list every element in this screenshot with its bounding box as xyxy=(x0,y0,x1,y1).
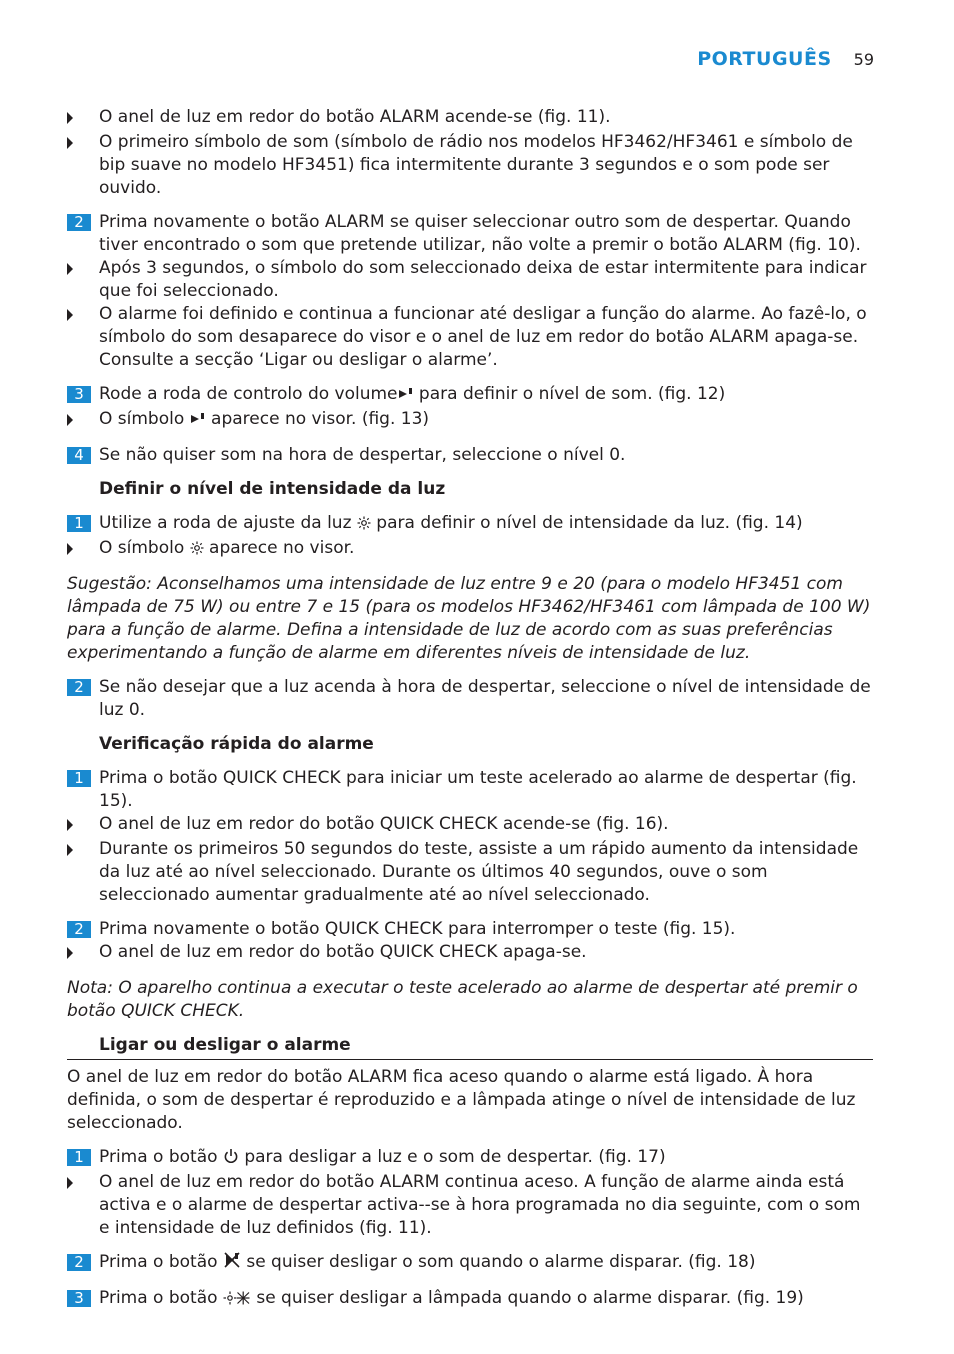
text-run: O símbolo xyxy=(99,538,190,558)
step-number: 2 xyxy=(67,921,91,938)
sun-icon xyxy=(190,539,204,562)
step-item xyxy=(67,444,873,467)
text-run: O anel de luz em redor do botão ALARM continua aceso. A função de alarme ainda está activa e o alarme de despertar activa--se à hora programada no dia seguinte, com o som e intensidade de luz definidos (fig. 11). xyxy=(99,1172,861,1238)
text-run: para definir o nível de som. (fig. 12) xyxy=(413,384,726,404)
bullet-arrow-icon xyxy=(67,543,73,555)
marker xyxy=(67,106,99,131)
marker xyxy=(67,444,99,467)
power-icon xyxy=(223,1148,239,1171)
item-text xyxy=(99,767,873,813)
text-run: Prima o botão QUICK CHECK para iniciar um teste acelerado ao alarme de despertar (fig. 15). xyxy=(99,768,857,811)
spacer xyxy=(67,372,873,383)
text-run: O anel de luz em redor do botão QUICK CHECK acende-se (fig. 16). xyxy=(99,814,669,834)
marker xyxy=(67,1287,99,1310)
spacer xyxy=(67,907,873,918)
bullet-arrow-icon xyxy=(67,1177,73,1189)
spacer xyxy=(67,1135,873,1146)
item-text xyxy=(99,383,873,408)
item-text xyxy=(99,813,873,836)
item-text xyxy=(99,131,873,200)
text-run: Após 3 segundos, o símbolo do som seleccionado deixa de estar intermitente para indicar que foi seleccionado. xyxy=(99,258,867,301)
item-text xyxy=(99,537,873,562)
marker xyxy=(67,131,99,156)
bullet-arrow-icon xyxy=(67,137,73,149)
bullet-item xyxy=(67,257,873,303)
marker xyxy=(67,767,99,790)
bullet-item xyxy=(67,106,873,131)
item-text xyxy=(99,303,873,372)
step-item xyxy=(67,211,873,257)
text-run: O primeiro símbolo de som (símbolo de rádio nos modelos HF3462/HF3461 e símbolo de bip suave no modelo HF3451) fica intermitente durante 3 segundos e o som pode ser ouvido. xyxy=(99,132,853,198)
item-text xyxy=(99,941,873,964)
step-item xyxy=(67,1287,873,1312)
step-number: 1 xyxy=(67,1149,91,1166)
marker xyxy=(67,676,99,699)
text-run: O alarme foi definido e continua a funcionar até desligar a função do alarme. Ao fazê-lo, o símbolo do som desaparece do visor e o anel de luz em redor do botão ALARM apaga-se. Consulte a secção ‘Ligar ou desligar o alarme’. xyxy=(99,304,867,370)
text-run: se quiser desligar o som quando o alarme disparar. (fig. 18) xyxy=(240,1252,756,1272)
text-run: O símbolo xyxy=(99,409,190,429)
bullet-arrow-icon xyxy=(67,309,73,321)
bullet-item xyxy=(67,941,873,966)
spacer xyxy=(67,467,873,478)
bullet-arrow-icon xyxy=(67,947,73,959)
spacer xyxy=(67,722,873,733)
item-text xyxy=(99,512,873,537)
bullet-arrow-icon xyxy=(67,844,73,856)
marker xyxy=(67,1146,99,1169)
marker xyxy=(67,257,99,282)
item-text xyxy=(99,918,873,941)
text-run: para desligar a luz e o som de despertar. (fig. 17) xyxy=(238,1147,666,1167)
note-paragraph: Sugestão: Aconselhamos uma intensidade de luz entre 9 e 20 (para o modelo HF3451 com lâmpada de 75 W) ou entre 7 e 15 (para os modelos HF3462/HF3461 com lâmpada de 100 W) para a função de alarme. Defina a intensidade de luz de acordo com as suas preferências experimentando a função de alarme em diferentes níveis de intensidade de luz. xyxy=(67,574,871,663)
instructions-body xyxy=(67,106,873,1312)
marker xyxy=(67,383,99,406)
text-run: O anel de luz em redor do botão QUICK CHECK apaga-se. xyxy=(99,942,587,962)
marker xyxy=(67,838,99,863)
step-item xyxy=(67,767,873,813)
text-run: se quiser desligar a lâmpada quando o alarme disparar. (fig. 19) xyxy=(250,1288,804,1308)
text-run: para definir o nível de intensidade da luz. (fig. 14) xyxy=(370,513,803,533)
section-heading: Ligar ou desligar o alarme xyxy=(67,1034,873,1060)
step-number: 3 xyxy=(67,386,91,403)
volume-icon xyxy=(190,410,206,433)
spacer xyxy=(67,200,873,211)
spacer xyxy=(67,1276,873,1287)
paragraph: O anel de luz em redor do botão ALARM fica aceso quando o alarme está ligado. À hora definida, o som de despertar é reproduzido e a lâmpada atinge o nível de intensidade de luz seleccionado. xyxy=(67,1067,856,1133)
language-label: PORTUGUÊS xyxy=(697,48,832,70)
spacer xyxy=(67,501,873,512)
volume-icon xyxy=(398,385,414,408)
step-number: 2 xyxy=(67,679,91,696)
marker xyxy=(67,918,99,941)
bullet-item xyxy=(67,131,873,200)
marker xyxy=(67,537,99,562)
page-number: 59 xyxy=(853,50,874,69)
marker xyxy=(67,512,99,535)
spacer xyxy=(67,756,873,767)
item-text xyxy=(99,444,873,467)
marker xyxy=(67,408,99,433)
item-text xyxy=(99,257,873,303)
text-run: O anel de luz em redor do botão ALARM acende-se (fig. 11). xyxy=(99,107,611,127)
step-number: 1 xyxy=(67,770,91,787)
text-run: Prima o botão xyxy=(99,1252,223,1272)
step-item xyxy=(67,512,873,537)
item-text xyxy=(99,838,873,907)
text-run: Prima novamente o botão QUICK CHECK para interromper o teste (fig. 15). xyxy=(99,919,736,939)
step-item xyxy=(67,1251,873,1276)
step-number: 2 xyxy=(67,214,91,231)
step-number: 1 xyxy=(67,515,91,532)
spacer xyxy=(67,665,873,676)
step-item xyxy=(67,1146,873,1171)
section-heading: Verificação rápida do alarme xyxy=(99,734,374,754)
bullet-item xyxy=(67,1171,873,1240)
bullet-item xyxy=(67,537,873,562)
section-heading: Definir o nível de intensidade da luz xyxy=(99,479,446,499)
marker xyxy=(67,1171,99,1196)
text-run: Prima novamente o botão ALARM se quiser seleccionar outro som de despertar. Quando tiver encontrado o som que pretende utilizar, não volte a premir o botão ALARM (fig. 10). xyxy=(99,212,861,255)
item-text xyxy=(99,676,873,722)
text-run: aparece no visor. (fig. 13) xyxy=(205,409,430,429)
sound-off-icon xyxy=(223,1251,241,1276)
text-run: Se não desejar que a luz acenda à hora de despertar, seleccione o nível de intensidade de luz 0. xyxy=(99,677,871,720)
note-paragraph: Nota: O aparelho continua a executar o teste acelerado ao alarme de despertar até premir o botão QUICK CHECK. xyxy=(67,978,858,1021)
marker xyxy=(67,941,99,966)
spacer xyxy=(67,433,873,444)
spacer xyxy=(67,1240,873,1251)
light-off-icon xyxy=(223,1289,251,1312)
item-text xyxy=(99,106,873,129)
step-number: 3 xyxy=(67,1290,91,1307)
marker xyxy=(67,1251,99,1274)
bullet-arrow-icon xyxy=(67,819,73,831)
text-run: Prima o botão xyxy=(99,1288,223,1308)
page-header xyxy=(697,48,874,72)
bullet-item xyxy=(67,813,873,838)
step-item xyxy=(67,676,873,722)
step-number: 4 xyxy=(67,447,91,464)
text-run: Durante os primeiros 50 segundos do teste, assiste a um rápido aumento da intensidade da luz até ao nível seleccionado. Durante os últimos 40 segundos, ouve o som seleccionado aumentar gradualmente até ao nível seleccionado. xyxy=(99,839,859,905)
text-run: Utilize a roda de ajuste da luz xyxy=(99,513,357,533)
bullet-item xyxy=(67,838,873,907)
spacer xyxy=(67,966,873,977)
bullet-item xyxy=(67,303,873,372)
step-item xyxy=(67,383,873,408)
item-text xyxy=(99,408,873,433)
item-text xyxy=(99,1171,873,1240)
text-run: Prima o botão xyxy=(99,1147,223,1167)
bullet-arrow-icon xyxy=(67,263,73,275)
bullet-arrow-icon xyxy=(67,112,73,124)
marker xyxy=(67,813,99,838)
sun-icon xyxy=(357,514,371,537)
bullet-arrow-icon xyxy=(67,414,73,426)
item-text xyxy=(99,1146,873,1171)
step-number: 2 xyxy=(67,1254,91,1271)
bullet-item xyxy=(67,408,873,433)
marker xyxy=(67,211,99,234)
spacer xyxy=(67,1023,873,1034)
item-text xyxy=(99,1251,873,1276)
step-item xyxy=(67,918,873,941)
text-run: aparece no visor. xyxy=(203,538,355,558)
marker xyxy=(67,303,99,328)
text-run: Rode a roda de controlo do volume xyxy=(99,384,398,404)
item-text xyxy=(99,211,873,257)
text-run: Se não quiser som na hora de despertar, seleccione o nível 0. xyxy=(99,445,626,465)
spacer xyxy=(67,562,873,573)
item-text xyxy=(99,1287,873,1312)
